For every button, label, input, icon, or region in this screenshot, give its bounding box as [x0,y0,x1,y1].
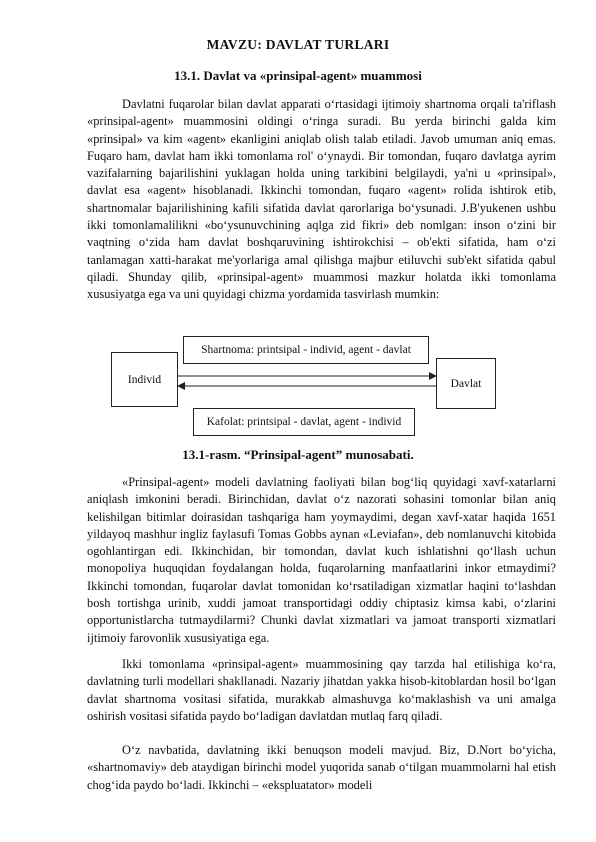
section-heading: 13.1. Davlat va «prinsipal-agent» muammosi [174,68,422,83]
individ-box: Individ [111,352,178,407]
page-title: MAVZU: DAVLAT TURLARI [206,37,390,52]
guarantee-label-box: Kafolat: printsipal - davlat, agent - individ [193,408,415,436]
paragraph-1: Davlatni fuqarolar bilan davlat apparati o‘rtasidagi ijtimoiy shartnoma orqali ta'riflash «prinsipal-agent» muammosini oldingi o‘ringa suradi. Bu yerda birinchi galda kim «prinsipal» va kim «agent» ekanligini aniqlab olish talab etiladi. Javob umuman aniq emas. Fuqaro ham, davlat ham ikki tomonlama rol' o‘ynaydi. Bir tomondan, fuqaro davlatga ayrim vazifalarning bajarilishini yuklagan holda uning tarkibini belgilaydi, ya'ni u «prinsipal», davlat esa «agent» hisoblanadi. Ikkinchi tomondan, fuqaro «agent» rolida ishtirok etib, shartnomalar bajarilishining kafili sifatida davlat qarorlariga bo‘ysunadi. J.B'yukenen ushbu ikki tomonlamalilikni «bo‘ysunuvchining aqlga zid fikri» deb nomlgan: inson o‘zini bir vaqtning o‘zida ham davlat boshqaruvining ishtirokchisi – ob'ekti sifatida, ham o‘zi tanlamagan xatti-harakat me'yorlariga amal qilishga majbur etiluvchi sub'ekt sifatida qabul qiladi. Shunday qilib, «prinsipal-agent» muammosi mazkur holatda ikki tomonlama xususiyatga ega va uni quyidagi chizma yordamida tasvirlash mumkin: [87,97,556,302]
paragraph-4: O‘z navbatida, davlatning ikki benuqson modeli mavjud. Biz, D.Nort bo‘yicha, «shartnomaviy» deb ataydigan birinchi model yuqorida sanab o‘tilgan muammolarni hal etish chog‘ida paydo bo‘ladi. Ikkinchi – «ekspluatator» modeli [87,743,556,792]
contract-label-box: Shartnoma: printsipal - individ, agent - davlat [183,336,429,364]
paragraph-2: «Prinsipal-agent» modeli davlatning faoliyati bilan bog‘liq quyidagi xavf-xatarlarni aniqlash imkonini beradi. Birinchidan, davlat o‘z nazorati sohasini tomonlar bilan aniq kelishilgan bitimlar doirasidan tashqariga ham yoymaydimi, degan xavf-xatar haqida 1651 yildayoq mashhur ingliz faylasufi Tomas Gobbs aynan «Leviafan», deb nomlanuvchi kitobida ogohlantirgan edi. Ikkinchidan, bir tomondan, davlat kuch ishlatishni qo‘llash uchun monopoliya huquqidan foydalangan holda, fuqarolarning manfaatlarini inkor etmaydimi? Ikkinchi tomondan, fuqarolar davlat tomonidan ko‘rsatiladigan xizmatlar haqini to‘lashdan bosh tortishga urinib, xuddi jamoat transportidagi oddiy chiptasiz kimsa kabi, o‘zlarini opportunistlarcha tutmaydilarmi? Chunki davlat xizmatlari va jamoat transporti xizmatlari ijtimoiy farovonlik xususiyatiga ega. [87,475,556,645]
davlat-box: Davlat [436,358,496,409]
figure-caption: 13.1-rasm. “Prinsipal-agent” munosabati. [182,447,414,462]
paragraph-3: Ikki tomonlama «prinsipal-agent» muammosining qay tarzda hal etilishiga ko‘ra, davlatning turli modellari shakllanadi. Nazariy jihatdan yakka hisob-kitoblardan hosil bo‘lgan davlat shartnoma vositasi sifatida, murakkab almashuvga ko‘maklashish va uni amalga oshirish vositasi sifatida paydo bo‘ladigan davlatdan mutlaq farq qiladi. [87,657,556,723]
